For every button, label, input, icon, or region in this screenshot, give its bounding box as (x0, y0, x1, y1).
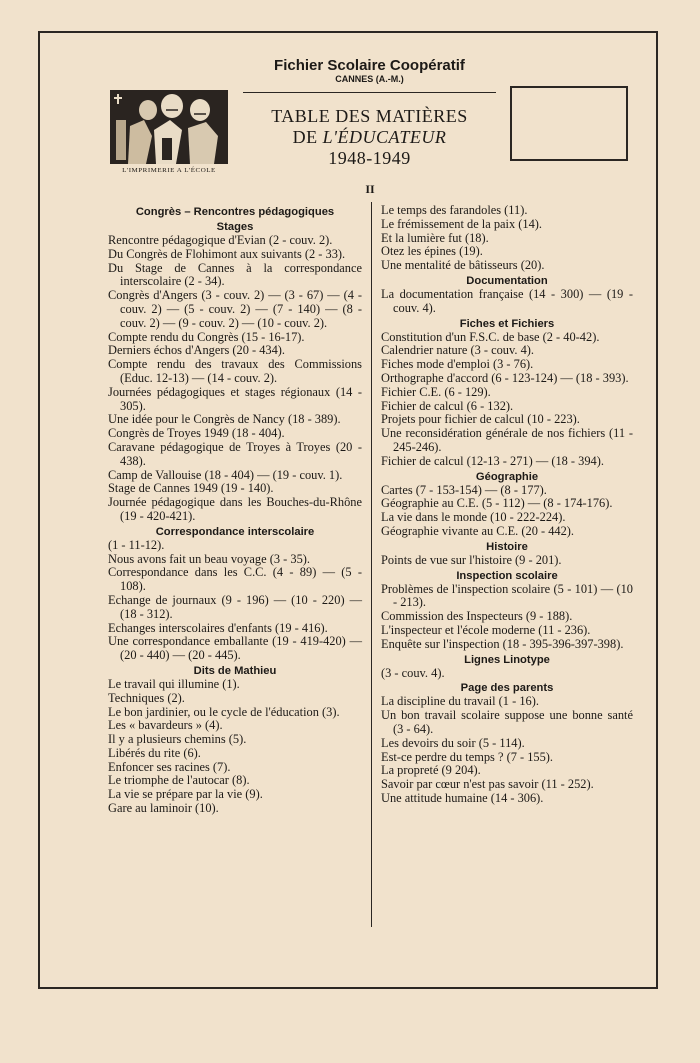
section-heading: Page des parents (460, 682, 554, 695)
index-entry: Otez les épines (19). (381, 244, 483, 259)
index-entry: Un bon travail scolaire suppose une bonne santé (3 - 64). (381, 708, 633, 736)
index-entry: Journées pédagogiques et stages régionaux (14 - 305). (108, 384, 362, 413)
section-heading: Histoire (486, 540, 528, 553)
document-title (243, 106, 496, 169)
index-entry: Enquête sur l'inspection (18 - 395-396-397-398). (381, 636, 624, 651)
section-heading: Inspection scolaire (456, 569, 558, 582)
index-entry: (3 - couv. 4). (381, 665, 445, 680)
index-entry: Compte rendu des travaux des Commissions (Educ. 12-13) — (14 - couv. 2). (108, 357, 362, 385)
left-column (108, 204, 362, 816)
index-entry: Les devoirs du soir (5 - 114). (381, 735, 525, 750)
index-entry: Fichier de calcul (12-13 - 271) — (18 - 394). (381, 453, 604, 468)
section-heading: Correspondance interscolaire (155, 525, 315, 538)
index-entry: Du Stage de Cannes à la correspondance interscolaire (2 - 34). (108, 260, 362, 289)
index-entry: Caravane pédagogique de Troyes à Troyes (20 - 438). (108, 439, 362, 468)
index-entry: Commission des Inspecteurs (9 - 188). (381, 609, 573, 624)
index-entry: Géographie vivante au C.E. (20 - 442). (381, 523, 575, 538)
index-entry: Problèmes de l'inspection scolaire (5 - 101) — (10 - 213). (381, 581, 633, 610)
index-entry: Et la lumière fut (18). (381, 230, 489, 245)
index-entry: La discipline du travail (1 - 16). (381, 694, 539, 709)
index-entry: Une mentalité de bâtisseurs (20). (381, 258, 545, 273)
index-entry: Du Congrès de Flohimont aux suivants (2 - 33). (108, 246, 346, 261)
index-entry: Nous avons fait un beau voyage (3 - 35). (108, 551, 310, 566)
index-entry: Une idée pour le Congrès de Nancy (18 - 389). (108, 412, 341, 427)
header-rule (243, 92, 496, 93)
index-entry: Points de vue sur l'histoire (9 - 201). (381, 552, 562, 567)
index-entry: Calendrier nature (3 - couv. 4). (381, 343, 534, 358)
index-entry: Congrès de Troyes 1949 (18 - 404). (108, 426, 285, 441)
index-entry: Enfoncer ses racines (7). (108, 759, 231, 774)
index-entry: Libérés du rite (6). (108, 745, 201, 760)
index-entry: Savoir par cœur n'est pas savoir (11 - 252). (381, 777, 594, 792)
index-entry: Compte rendu du Congrès (15 - 16-17). (108, 329, 305, 344)
index-entry: Le frémissement de la paix (14). (381, 216, 543, 231)
section-heading: Fiches et Fichiers (459, 317, 555, 330)
index-entry: Est-ce perdre du temps ? (7 - 155). (381, 749, 554, 764)
right-column (381, 204, 633, 806)
index-entry: (1 - 11-12). (108, 537, 165, 552)
woodcut-illustration (110, 90, 228, 164)
index-entry: La vie se prépare par la vie (9). (108, 787, 263, 802)
title-line-2: DE L'ÉDUCATEUR (292, 127, 447, 147)
index-entry: Géographie au C.E. (5 - 112) — (8 - 174-176). (381, 496, 613, 511)
index-entry: Le triomphe de l'autocar (8). (108, 773, 250, 788)
index-entry: Une reconsidération générale de nos fichiers (11 - 245-246). (381, 426, 633, 454)
index-entry: Congrès d'Angers (3 - couv. 2) — (3 - 67) — (4 - couv. 2) — (5 - couv. 2) — (7 - 140) — (8 - couv. 2) — (9 - couv. 2) — (10 - couv. 2). (108, 288, 362, 330)
index-entry: La propreté (9 204). (381, 763, 481, 778)
index-entry: Les « bavardeurs » (4). (108, 718, 223, 733)
woodcut-caption: L'IMPRIMERIE A L'ÉCOLE (122, 166, 216, 174)
title-years: 1948-1949 (328, 148, 411, 168)
page-number: II (365, 182, 375, 196)
section-heading: Stages (216, 221, 254, 233)
index-entry: Le travail qui illumine (1). (108, 676, 240, 691)
index-entry: Derniers échos d'Angers (20 - 434). (108, 343, 286, 358)
index-entry: Journée pédagogique dans les Bouches-du-Rhône (19 - 420-421). (108, 495, 362, 523)
index-entry: Cartes (7 - 153-154) — (8 - 177). (381, 482, 547, 497)
stamp-box (510, 86, 628, 161)
index-entry: Constitution d'un F.S.C. de base (2 - 40-42). (381, 329, 600, 344)
publisher-location: CANNES (A.-M.) (335, 74, 404, 84)
index-entry: Echange de journaux (9 - 196) — (10 - 220) — (18 - 312). (108, 592, 362, 621)
index-entry: La vie dans le monde (10 - 222-224). (381, 510, 566, 525)
section-heading: Congrès – Rencontres pédagogiques (135, 206, 335, 218)
section-heading: Lignes Linotype (464, 653, 550, 666)
section-heading: Dits de Mathieu (193, 664, 277, 677)
index-entry: Stage de Cannes 1949 (19 - 140). (108, 481, 274, 496)
index-entry: Correspondance dans les C.C. (4 - 89) — (5 - 108). (108, 565, 362, 594)
section-heading: Documentation (466, 274, 548, 287)
index-entry: Fiches mode d'emploi (3 - 76). (381, 357, 534, 372)
index-entry: Techniques (2). (108, 690, 185, 705)
publisher-name: Fichier Scolaire Coopératif (274, 57, 465, 74)
index-entry: L'inspecteur et l'école moderne (11 - 236). (381, 622, 591, 637)
index-entry: Fichier de calcul (6 - 132). (381, 398, 514, 413)
section-heading: Géographie (475, 470, 539, 483)
index-entry: Il y a plusieurs chemins (5). (108, 732, 247, 747)
index-entry: Echanges interscolaires d'enfants (19 - 416). (108, 620, 328, 635)
index-entry: Le temps des farandoles (11). (381, 203, 528, 217)
index-entry: Rencontre pédagogique d'Evian (2 - couv. 2). (108, 233, 333, 247)
index-entry: Fichier C.E. (6 - 129). (381, 384, 491, 399)
index-entry: Projets pour fichier de calcul (10 - 223). (381, 412, 580, 427)
title-educateur: L'ÉDUCATEUR (322, 127, 447, 147)
index-entry: Gare au laminoir (10). (108, 801, 219, 816)
index-entry: Une correspondance emballante (19 - 419-420) — (20 - 440) — (20 - 445). (108, 634, 362, 663)
index-entry: La documentation française (14 - 300) — (19 - couv. 4). (381, 286, 633, 315)
index-entry: Orthographe d'accord (6 - 123-124) — (18 - 393). (381, 370, 629, 385)
index-entry: Le bon jardinier, ou le cycle de l'éducation (3). (108, 704, 340, 719)
index-entry: Une attitude humaine (14 - 306). (381, 790, 544, 805)
title-line-1: TABLE DES MATIÈRES (271, 106, 468, 126)
index-entry: Camp de Vallouise (18 - 404) — (19 - couv. 1). (108, 467, 343, 482)
column-divider (371, 202, 372, 927)
